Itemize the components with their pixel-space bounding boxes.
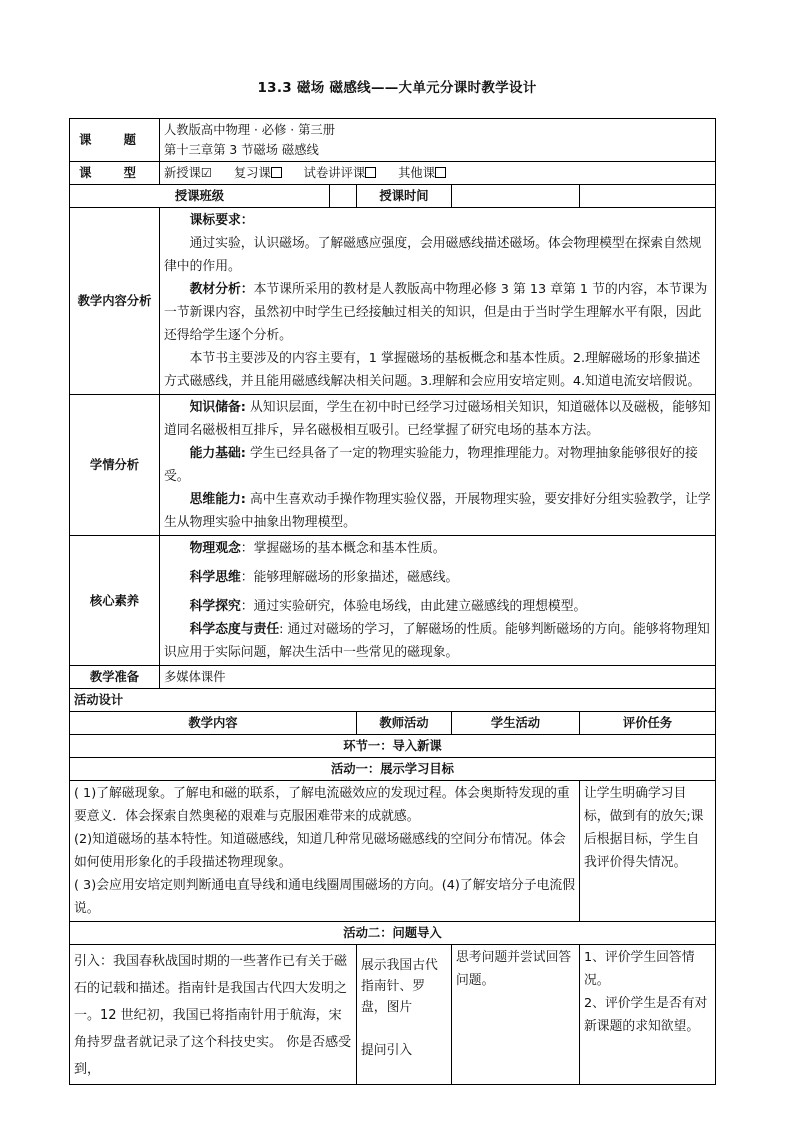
type-row	[70, 162, 716, 185]
act1-goals: ( 1)了解磁现象。了解电和磁的联系，了解电流磁效应的发现过程。体会奥斯特发现的重要意义．体会探索自然奥秘的艰难与克服困难带来的成就感。 (2)知道磁场的基本特性。知道磁感线，知道几种常见磁场磁感线的空间分布情况。体会如何使用形象化的手段描述物理现象。 ( 3)会应用安培定则判断通电直导线和通电线圈周围磁场的方向。(4)了解安培分子电流假说。	[70, 781, 580, 922]
prep-label: 教学准备	[70, 666, 160, 689]
lesson-plan-table	[69, 118, 716, 1085]
type-option-new: 新授课☑	[164, 166, 212, 180]
act1-eval: 让学生明确学习目标，做到有的放矢;课后根据目标，学生自我评价得失情况。	[580, 781, 716, 922]
time-label: 授课时间	[357, 185, 452, 208]
core-literacy-row	[70, 536, 716, 666]
col-content: 教学内容	[70, 712, 357, 735]
act2-title: 活动二：问题导入	[70, 922, 716, 945]
section1-title: 环节一：导入新课	[70, 735, 716, 758]
prep-row	[70, 666, 716, 689]
activity-design-row	[70, 689, 716, 712]
activity-design-label: 活动设计	[70, 689, 716, 712]
act2-student: 思考问题并尝试回答问题。	[452, 945, 580, 1085]
learner-analysis-label: 学情分析	[70, 395, 160, 536]
act2-eval: 1、评价学生回答情况。 2、评价学生是否有对新课题的求知欲望。	[580, 945, 716, 1085]
content-analysis-body: 课标要求： 通过实验，认识磁场。了解磁感应强度，会用磁感线描述磁场。体会物理模型在探索自然规律中的作用。 教材分析：本节课所采用的教材是人教版高中物理必修 3 第 13 章第 1 节的内容，本节课为一节新课内容，虽然初中时学生已经接触过相关的知识，但是由于当时学生理解水平有限，因此还得给学生逐个分析。 本节书主要涉及的内容主要有，1 掌握磁场的基板概念和基本性质。2.理解磁场的形象描述方式磁感线，并且能用磁感线解决相关问题。3.理解和会应用安培定则。4.知道电流安培假说。	[160, 208, 716, 395]
type-option-review: 复习课	[234, 166, 282, 180]
section1-row	[70, 735, 716, 758]
checkbox-icon	[435, 167, 446, 178]
type-option-exam: 试卷讲评课	[304, 166, 377, 180]
page-title: 13.3 磁场 磁感线——大单元分课时教学设计	[257, 80, 537, 96]
class-value	[330, 185, 357, 208]
checkbox-icon	[365, 167, 376, 178]
act2-teacher: 展示我国古代指南针、罗盘，图片 提问引入	[357, 945, 452, 1085]
act1-title: 活动一：展示学习目标	[70, 758, 716, 781]
act2-content: 引入：我国春秋战国时期的一些著作已有关于磁石的记载和描述。指南针是我国古代四大发明之一。12 世纪初，我国已将指南针用于航海，宋角持罗盘者就记录了这个科技史实。 你是否感受到，	[70, 945, 357, 1085]
content-analysis-label: 教学内容分析	[70, 208, 160, 395]
act1-body-row	[70, 781, 716, 922]
topic-row	[70, 119, 716, 162]
topic-label: 课 题	[70, 119, 160, 162]
time-value	[452, 185, 580, 208]
act2-title-row	[70, 922, 716, 945]
class-time-row	[70, 185, 716, 208]
col-student: 学生活动	[452, 712, 580, 735]
prep-value: 多媒体课件	[160, 666, 716, 689]
checkbox-icon	[271, 167, 282, 178]
column-header-row	[70, 712, 716, 735]
col-eval: 评价任务	[580, 712, 716, 735]
learner-analysis-body: 知识储备: 从知识层面，学生在初中时已经学习过磁场相关知识，知道磁体以及磁极，能够知道同名磁极相互排斥，异名磁极相互吸引。已经掌握了研究电场的基本方法。 能力基础: 学生已经具备了一定的物理实验能力，物理推理能力。对物理抽象能够很好的接受。 思维能力: 高中生喜欢动手操作物理实验仪器，开展物理实验，要安排好分组实验教学，让学生从物理实验中抽象出物理模型。	[160, 395, 716, 536]
col-teacher: 教师活动	[357, 712, 452, 735]
class-label: 授课班级	[70, 185, 330, 208]
act2-body-row	[70, 945, 716, 1085]
core-literacy-label: 核心素养	[70, 536, 160, 666]
type-options	[160, 162, 716, 185]
type-label: 课 型	[70, 162, 160, 185]
type-option-other: 其他课	[398, 166, 446, 180]
topic-value: 人教版高中物理 · 必修 · 第三册 第十三章第 3 节磁场 磁感线	[160, 119, 716, 162]
core-literacy-body: 物理观念：掌握磁场的基本概念和基本性质。 科学思维：能够理解磁场的形象描述，磁感线。 科学探究：通过实验研究，体验电场线，由此建立磁感线的理想模型。 科学态度与责任: 通过对磁场的学习，了解磁场的性质。能够判断磁场的方向。能够将物理知识应用于实际问题，解决生活中一些常见的磁现象。	[160, 536, 716, 666]
act1-title-row	[70, 758, 716, 781]
content-analysis-row	[70, 208, 716, 395]
learner-analysis-row	[70, 395, 716, 536]
